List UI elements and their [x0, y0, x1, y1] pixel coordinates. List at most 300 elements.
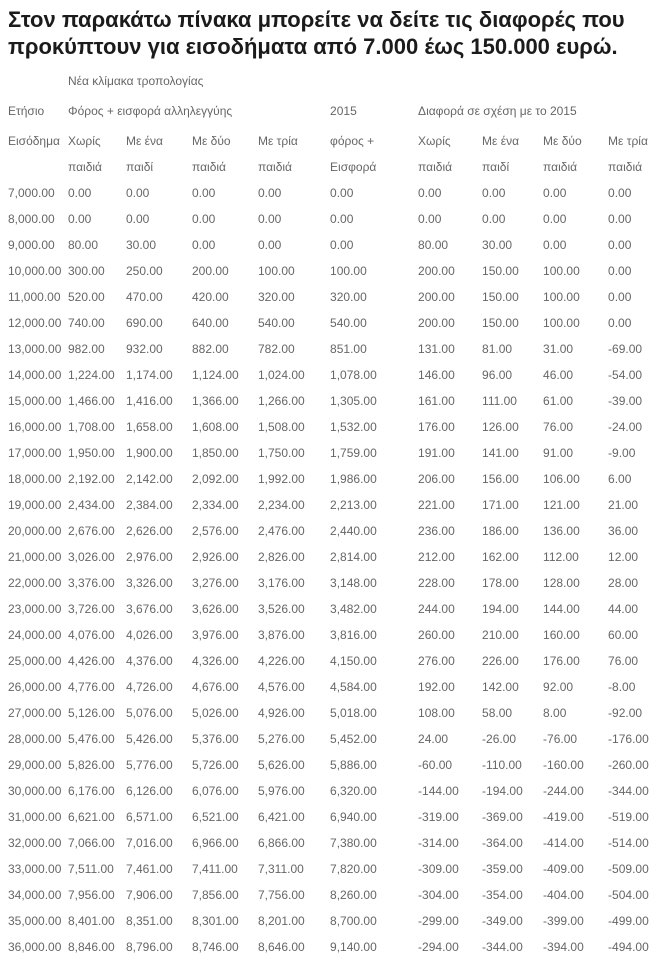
- value-cell: 6,126.00: [126, 784, 173, 798]
- value-cell: -260.00: [608, 758, 649, 772]
- value-cell: 0.00: [192, 238, 216, 252]
- value-cell: -54.00: [608, 368, 643, 382]
- value-cell: 4,584.00: [330, 680, 377, 694]
- income-cell: 16,000.00: [8, 420, 62, 434]
- value-cell: 7,820.00: [330, 862, 377, 876]
- value-cell: 100.00: [258, 264, 295, 278]
- value-cell: 156.00: [482, 472, 519, 486]
- tax-comparison-table: [8, 98, 663, 957]
- value-cell: 1,508.00: [258, 420, 305, 434]
- table-row: [8, 752, 663, 778]
- value-cell: 7,906.00: [126, 888, 173, 902]
- value-cell: 3,976.00: [192, 628, 239, 642]
- value-cell: 5,776.00: [126, 758, 173, 772]
- table-row: [8, 934, 663, 957]
- value-cell: 8,301.00: [192, 914, 239, 928]
- column-header-cell: Χωρίς παιδιά: [68, 134, 102, 174]
- table-row: [8, 362, 663, 388]
- value-cell: -514.00: [608, 836, 649, 850]
- value-cell: 0.00: [608, 212, 632, 226]
- value-cell: 0.00: [482, 186, 506, 200]
- column-header-cell: Με δύο παιδιά: [192, 134, 231, 174]
- value-cell: 3,482.00: [330, 602, 377, 616]
- income-cell: 30,000.00: [8, 784, 62, 798]
- value-cell: 0.00: [330, 238, 354, 252]
- table-row: [8, 674, 663, 700]
- value-cell: 1,174.00: [126, 368, 173, 382]
- value-cell: 5,426.00: [126, 732, 173, 746]
- value-cell: 7,016.00: [126, 836, 173, 850]
- value-cell: 3,148.00: [330, 576, 377, 590]
- value-cell: 1,608.00: [192, 420, 239, 434]
- value-cell: 81.00: [482, 342, 513, 356]
- column-header-cell: Με δύο παιδιά: [543, 134, 582, 174]
- income-cell: 9,000.00: [8, 238, 55, 252]
- value-cell: 126.00: [482, 420, 519, 434]
- value-cell: 250.00: [126, 264, 163, 278]
- value-cell: -509.00: [608, 862, 649, 876]
- value-cell: 0.00: [608, 264, 632, 278]
- value-cell: 112.00: [543, 550, 579, 564]
- income-cell: 34,000.00: [8, 888, 62, 902]
- value-cell: 4,376.00: [126, 654, 173, 668]
- income-cell: 15,000.00: [8, 394, 62, 408]
- value-cell: 0.00: [330, 186, 354, 200]
- value-cell: 6,521.00: [192, 810, 239, 824]
- income-cell: 27,000.00: [8, 706, 62, 720]
- value-cell: 2,334.00: [192, 498, 239, 512]
- value-cell: 4,726.00: [126, 680, 173, 694]
- value-cell: 520.00: [68, 290, 105, 304]
- value-cell: 5,026.00: [192, 706, 239, 720]
- value-cell: 96.00: [482, 368, 513, 382]
- table-row: [8, 856, 663, 882]
- income-cell: 31,000.00: [8, 810, 62, 824]
- value-cell: 1,224.00: [68, 368, 115, 382]
- value-cell: 24.00: [418, 732, 449, 746]
- value-cell: 2,384.00: [126, 498, 173, 512]
- value-cell: -9.00: [608, 446, 636, 460]
- value-cell: 4,026.00: [126, 628, 173, 642]
- value-cell: 76.00: [543, 420, 574, 434]
- income-cell: 28,000.00: [8, 732, 62, 746]
- value-cell: 3,176.00: [258, 576, 305, 590]
- value-cell: 30.00: [482, 238, 513, 252]
- value-cell: 121.00: [543, 498, 580, 512]
- value-cell: 100.00: [543, 264, 580, 278]
- value-cell: 6,571.00: [126, 810, 173, 824]
- value-cell: 0.00: [543, 212, 567, 226]
- value-cell: 5,076.00: [126, 706, 173, 720]
- value-cell: 3,726.00: [68, 602, 115, 616]
- value-cell: -494.00: [608, 940, 649, 954]
- income-cell: 22,000.00: [8, 576, 62, 590]
- value-cell: -499.00: [608, 914, 649, 928]
- income-cell: 21,000.00: [8, 550, 62, 564]
- column-header-cell: φόρος + Εισφορά: [330, 134, 377, 174]
- value-cell: 740.00: [68, 316, 105, 330]
- value-cell: 6,076.00: [192, 784, 239, 798]
- income-cell: 24,000.00: [8, 628, 62, 642]
- value-cell: 61.00: [543, 394, 574, 408]
- table-row: [8, 596, 663, 622]
- value-cell: 300.00: [68, 264, 105, 278]
- column-header-row: [8, 128, 663, 180]
- group-header-cell: Διαφορά σε σχέση με το 2015: [418, 104, 577, 118]
- column-header-cell: Χωρίς παιδιά: [418, 134, 453, 174]
- group-header-cell: Ετήσιο: [8, 104, 45, 118]
- value-cell: 690.00: [126, 316, 163, 330]
- value-cell: 3,276.00: [192, 576, 239, 590]
- value-cell: 1,950.00: [68, 446, 115, 460]
- value-cell: 3,376.00: [68, 576, 115, 590]
- value-cell: 0.00: [192, 212, 216, 226]
- value-cell: 150.00: [482, 264, 519, 278]
- value-cell: 6,621.00: [68, 810, 115, 824]
- income-cell: 32,000.00: [8, 836, 62, 850]
- value-cell: 221.00: [418, 498, 455, 512]
- value-cell: -194.00: [482, 784, 523, 798]
- table-row: [8, 830, 663, 856]
- value-cell: 2,976.00: [126, 550, 173, 564]
- table-row: [8, 648, 663, 674]
- value-cell: 4,576.00: [258, 680, 305, 694]
- value-cell: 1,078.00: [330, 368, 377, 382]
- value-cell: 142.00: [482, 680, 519, 694]
- value-cell: 2,142.00: [126, 472, 173, 486]
- value-cell: -519.00: [608, 810, 649, 824]
- value-cell: 782.00: [258, 342, 295, 356]
- group-header-cell: 2015: [330, 104, 357, 118]
- value-cell: -294.00: [418, 940, 459, 954]
- value-cell: -309.00: [418, 862, 459, 876]
- value-cell: 5,476.00: [68, 732, 115, 746]
- value-cell: 1,305.00: [330, 394, 377, 408]
- value-cell: -144.00: [418, 784, 459, 798]
- value-cell: 8,351.00: [126, 914, 173, 928]
- value-cell: 5,886.00: [330, 758, 377, 772]
- value-cell: 1,759.00: [330, 446, 377, 460]
- table-subheader: Νέα κλίμακα τροπολογίας: [68, 74, 204, 88]
- value-cell: 1,366.00: [192, 394, 239, 408]
- income-cell: 25,000.00: [8, 654, 62, 668]
- value-cell: 1,708.00: [68, 420, 115, 434]
- value-cell: 194.00: [482, 602, 519, 616]
- value-cell: 1,466.00: [68, 394, 115, 408]
- table-row: [8, 726, 663, 752]
- value-cell: 1,124.00: [192, 368, 239, 382]
- value-cell: -39.00: [608, 394, 643, 408]
- value-cell: 4,326.00: [192, 654, 239, 668]
- value-cell: -304.00: [418, 888, 459, 902]
- column-header-cell: Με ένα παιδί: [482, 134, 520, 174]
- page-title: Στον παρακάτω πίνακα μπορείτε να δείτε τις διαφορές που προκύπτουν για εισοδήματα από 7.000 έως 150.000 ευρώ.: [8, 7, 625, 59]
- value-cell: 108.00: [418, 706, 455, 720]
- table-row: [8, 258, 663, 284]
- table-header: [8, 98, 663, 180]
- value-cell: 8,796.00: [126, 940, 173, 954]
- table-row: [8, 908, 663, 934]
- value-cell: 7,066.00: [68, 836, 115, 850]
- value-cell: 8.00: [543, 706, 567, 720]
- value-cell: 1,992.00: [258, 472, 305, 486]
- income-cell: 7,000.00: [8, 186, 55, 200]
- value-cell: -69.00: [608, 342, 643, 356]
- value-cell: 200.00: [192, 264, 229, 278]
- value-cell: 0.00: [258, 186, 282, 200]
- value-cell: 932.00: [126, 342, 163, 356]
- value-cell: 1,986.00: [330, 472, 377, 486]
- value-cell: 80.00: [68, 238, 99, 252]
- value-cell: 4,076.00: [68, 628, 115, 642]
- table-row: [8, 414, 663, 440]
- value-cell: 8,201.00: [258, 914, 305, 928]
- table-row: [8, 700, 663, 726]
- value-cell: -319.00: [418, 810, 459, 824]
- value-cell: 7,411.00: [192, 862, 238, 876]
- table-row: [8, 336, 663, 362]
- value-cell: 150.00: [482, 316, 519, 330]
- table-row: [8, 388, 663, 414]
- value-cell: 244.00: [418, 602, 455, 616]
- table-body: [8, 180, 663, 957]
- value-cell: 0.00: [418, 186, 442, 200]
- value-cell: 7,311.00: [258, 862, 304, 876]
- value-cell: 8,401.00: [68, 914, 115, 928]
- value-cell: 0.00: [330, 212, 354, 226]
- value-cell: -60.00: [418, 758, 453, 772]
- value-cell: -244.00: [543, 784, 584, 798]
- value-cell: 6,176.00: [68, 784, 115, 798]
- value-cell: 28.00: [608, 576, 639, 590]
- value-cell: 260.00: [418, 628, 455, 642]
- value-cell: 2,192.00: [68, 472, 115, 486]
- value-cell: 4,776.00: [68, 680, 115, 694]
- value-cell: 236.00: [418, 524, 455, 538]
- value-cell: 200.00: [418, 264, 455, 278]
- group-header-cell: Φόρος + εισφορά αλληλεγγύης: [68, 104, 233, 118]
- value-cell: -399.00: [543, 914, 584, 928]
- value-cell: 4,226.00: [258, 654, 305, 668]
- table-row: [8, 440, 663, 466]
- value-cell: 44.00: [608, 602, 639, 616]
- value-cell: 178.00: [482, 576, 519, 590]
- income-cell: 17,000.00: [8, 446, 62, 460]
- value-cell: 0.00: [543, 186, 567, 200]
- value-cell: 131.00: [418, 342, 455, 356]
- value-cell: -409.00: [543, 862, 584, 876]
- value-cell: 141.00: [482, 446, 519, 460]
- value-cell: 3,026.00: [68, 550, 115, 564]
- value-cell: 1,750.00: [258, 446, 305, 460]
- value-cell: 5,018.00: [330, 706, 377, 720]
- value-cell: -404.00: [543, 888, 584, 902]
- value-cell: 76.00: [608, 654, 639, 668]
- column-header-cell: Με τρία παιδιά: [258, 134, 298, 174]
- value-cell: 111.00: [482, 394, 517, 408]
- value-cell: 176.00: [543, 654, 580, 668]
- value-cell: -349.00: [482, 914, 523, 928]
- value-cell: 1,532.00: [330, 420, 377, 434]
- table-row: [8, 232, 663, 258]
- value-cell: 0.00: [258, 238, 282, 252]
- value-cell: 212.00: [418, 550, 455, 564]
- value-cell: 91.00: [543, 446, 574, 460]
- value-cell: 320.00: [258, 290, 295, 304]
- income-cell: 13,000.00: [8, 342, 62, 356]
- table-row: [8, 544, 663, 570]
- value-cell: 882.00: [192, 342, 229, 356]
- value-cell: 60.00: [608, 628, 639, 642]
- value-cell: 0.00: [608, 238, 632, 252]
- value-cell: 150.00: [482, 290, 519, 304]
- value-cell: 9,140.00: [330, 940, 377, 954]
- value-cell: 5,126.00: [68, 706, 115, 720]
- value-cell: 46.00: [543, 368, 574, 382]
- value-cell: 0.00: [418, 212, 442, 226]
- value-cell: 982.00: [68, 342, 105, 356]
- value-cell: 7,461.00: [126, 862, 173, 876]
- group-header-row: [8, 98, 663, 128]
- value-cell: -364.00: [482, 836, 523, 850]
- value-cell: 160.00: [543, 628, 580, 642]
- value-cell: 8,646.00: [258, 940, 305, 954]
- value-cell: 5,976.00: [258, 784, 305, 798]
- value-cell: 30.00: [126, 238, 157, 252]
- value-cell: 3,326.00: [126, 576, 173, 590]
- value-cell: 2,576.00: [192, 524, 239, 538]
- value-cell: 8,260.00: [330, 888, 377, 902]
- value-cell: 2,826.00: [258, 550, 305, 564]
- value-cell: 4,426.00: [68, 654, 115, 668]
- value-cell: -504.00: [608, 888, 649, 902]
- value-cell: 161.00: [418, 394, 455, 408]
- income-cell: 10,000.00: [8, 264, 62, 278]
- value-cell: 80.00: [418, 238, 449, 252]
- value-cell: 4,676.00: [192, 680, 239, 694]
- value-cell: 1,658.00: [126, 420, 173, 434]
- value-cell: 162.00: [482, 550, 519, 564]
- income-cell: 11,000.00: [8, 290, 61, 304]
- value-cell: -344.00: [608, 784, 649, 798]
- value-cell: 4,150.00: [330, 654, 377, 668]
- income-cell: 20,000.00: [8, 524, 62, 538]
- value-cell: -299.00: [418, 914, 459, 928]
- value-cell: 5,626.00: [258, 758, 305, 772]
- value-cell: -26.00: [482, 732, 517, 746]
- table-row: [8, 518, 663, 544]
- value-cell: 5,826.00: [68, 758, 115, 772]
- value-cell: 92.00: [543, 680, 574, 694]
- value-cell: 192.00: [418, 680, 455, 694]
- value-cell: 106.00: [543, 472, 580, 486]
- value-cell: 144.00: [543, 602, 580, 616]
- income-cell: 36,000.00: [8, 940, 62, 954]
- value-cell: -8.00: [608, 680, 636, 694]
- value-cell: 3,626.00: [192, 602, 239, 616]
- value-cell: 58.00: [482, 706, 513, 720]
- value-cell: -344.00: [482, 940, 523, 954]
- value-cell: 128.00: [543, 576, 580, 590]
- value-cell: 100.00: [543, 316, 580, 330]
- value-cell: 0.00: [126, 212, 150, 226]
- value-cell: -359.00: [482, 862, 523, 876]
- table-row: [8, 570, 663, 596]
- value-cell: 6,320.00: [330, 784, 377, 798]
- value-cell: 210.00: [482, 628, 519, 642]
- value-cell: 0.00: [543, 238, 567, 252]
- value-cell: 100.00: [330, 264, 367, 278]
- value-cell: 21.00: [608, 498, 639, 512]
- value-cell: 2,234.00: [258, 498, 305, 512]
- value-cell: 31.00: [543, 342, 574, 356]
- value-cell: 2,213.00: [330, 498, 377, 512]
- value-cell: 0.00: [126, 186, 150, 200]
- value-cell: 1,850.00: [192, 446, 239, 460]
- table-row: [8, 284, 663, 310]
- income-cell: 12,000.00: [8, 316, 62, 330]
- value-cell: 851.00: [330, 342, 367, 356]
- table-row: [8, 622, 663, 648]
- value-cell: 200.00: [418, 316, 455, 330]
- value-cell: 136.00: [543, 524, 580, 538]
- column-header-cell: Εισόδημα: [8, 134, 60, 148]
- income-cell: 26,000.00: [8, 680, 62, 694]
- value-cell: 8,700.00: [330, 914, 377, 928]
- value-cell: -24.00: [608, 420, 643, 434]
- value-cell: 2,814.00: [330, 550, 377, 564]
- value-cell: 5,452.00: [330, 732, 377, 746]
- income-cell: 8,000.00: [8, 212, 55, 226]
- value-cell: 2,434.00: [68, 498, 115, 512]
- value-cell: -110.00: [482, 758, 522, 772]
- value-cell: 2,926.00: [192, 550, 239, 564]
- value-cell: 320.00: [330, 290, 367, 304]
- income-cell: 19,000.00: [8, 498, 62, 512]
- value-cell: -354.00: [482, 888, 523, 902]
- value-cell: 206.00: [418, 472, 455, 486]
- value-cell: -160.00: [543, 758, 584, 772]
- value-cell: 3,816.00: [330, 628, 377, 642]
- income-cell: 29,000.00: [8, 758, 62, 772]
- value-cell: 540.00: [258, 316, 295, 330]
- value-cell: 2,626.00: [126, 524, 173, 538]
- table-row: [8, 180, 663, 206]
- table-row: [8, 882, 663, 908]
- value-cell: 228.00: [418, 576, 455, 590]
- value-cell: -394.00: [543, 940, 584, 954]
- value-cell: 1,266.00: [258, 394, 305, 408]
- value-cell: 5,726.00: [192, 758, 239, 772]
- value-cell: -92.00: [608, 706, 643, 720]
- value-cell: 1,900.00: [126, 446, 173, 460]
- value-cell: 100.00: [543, 290, 580, 304]
- value-cell: 146.00: [418, 368, 455, 382]
- table-row: [8, 466, 663, 492]
- value-cell: 0.00: [608, 316, 632, 330]
- value-cell: 36.00: [608, 524, 639, 538]
- value-cell: 7,380.00: [330, 836, 377, 850]
- column-header-cell: Με τρία παιδιά: [608, 134, 648, 174]
- value-cell: 7,756.00: [258, 888, 305, 902]
- value-cell: 0.00: [608, 290, 632, 304]
- value-cell: -76.00: [543, 732, 578, 746]
- table-row: [8, 804, 663, 830]
- value-cell: 6,940.00: [330, 810, 377, 824]
- value-cell: 0.00: [608, 186, 632, 200]
- value-cell: 8,846.00: [68, 940, 115, 954]
- value-cell: 1,416.00: [126, 394, 173, 408]
